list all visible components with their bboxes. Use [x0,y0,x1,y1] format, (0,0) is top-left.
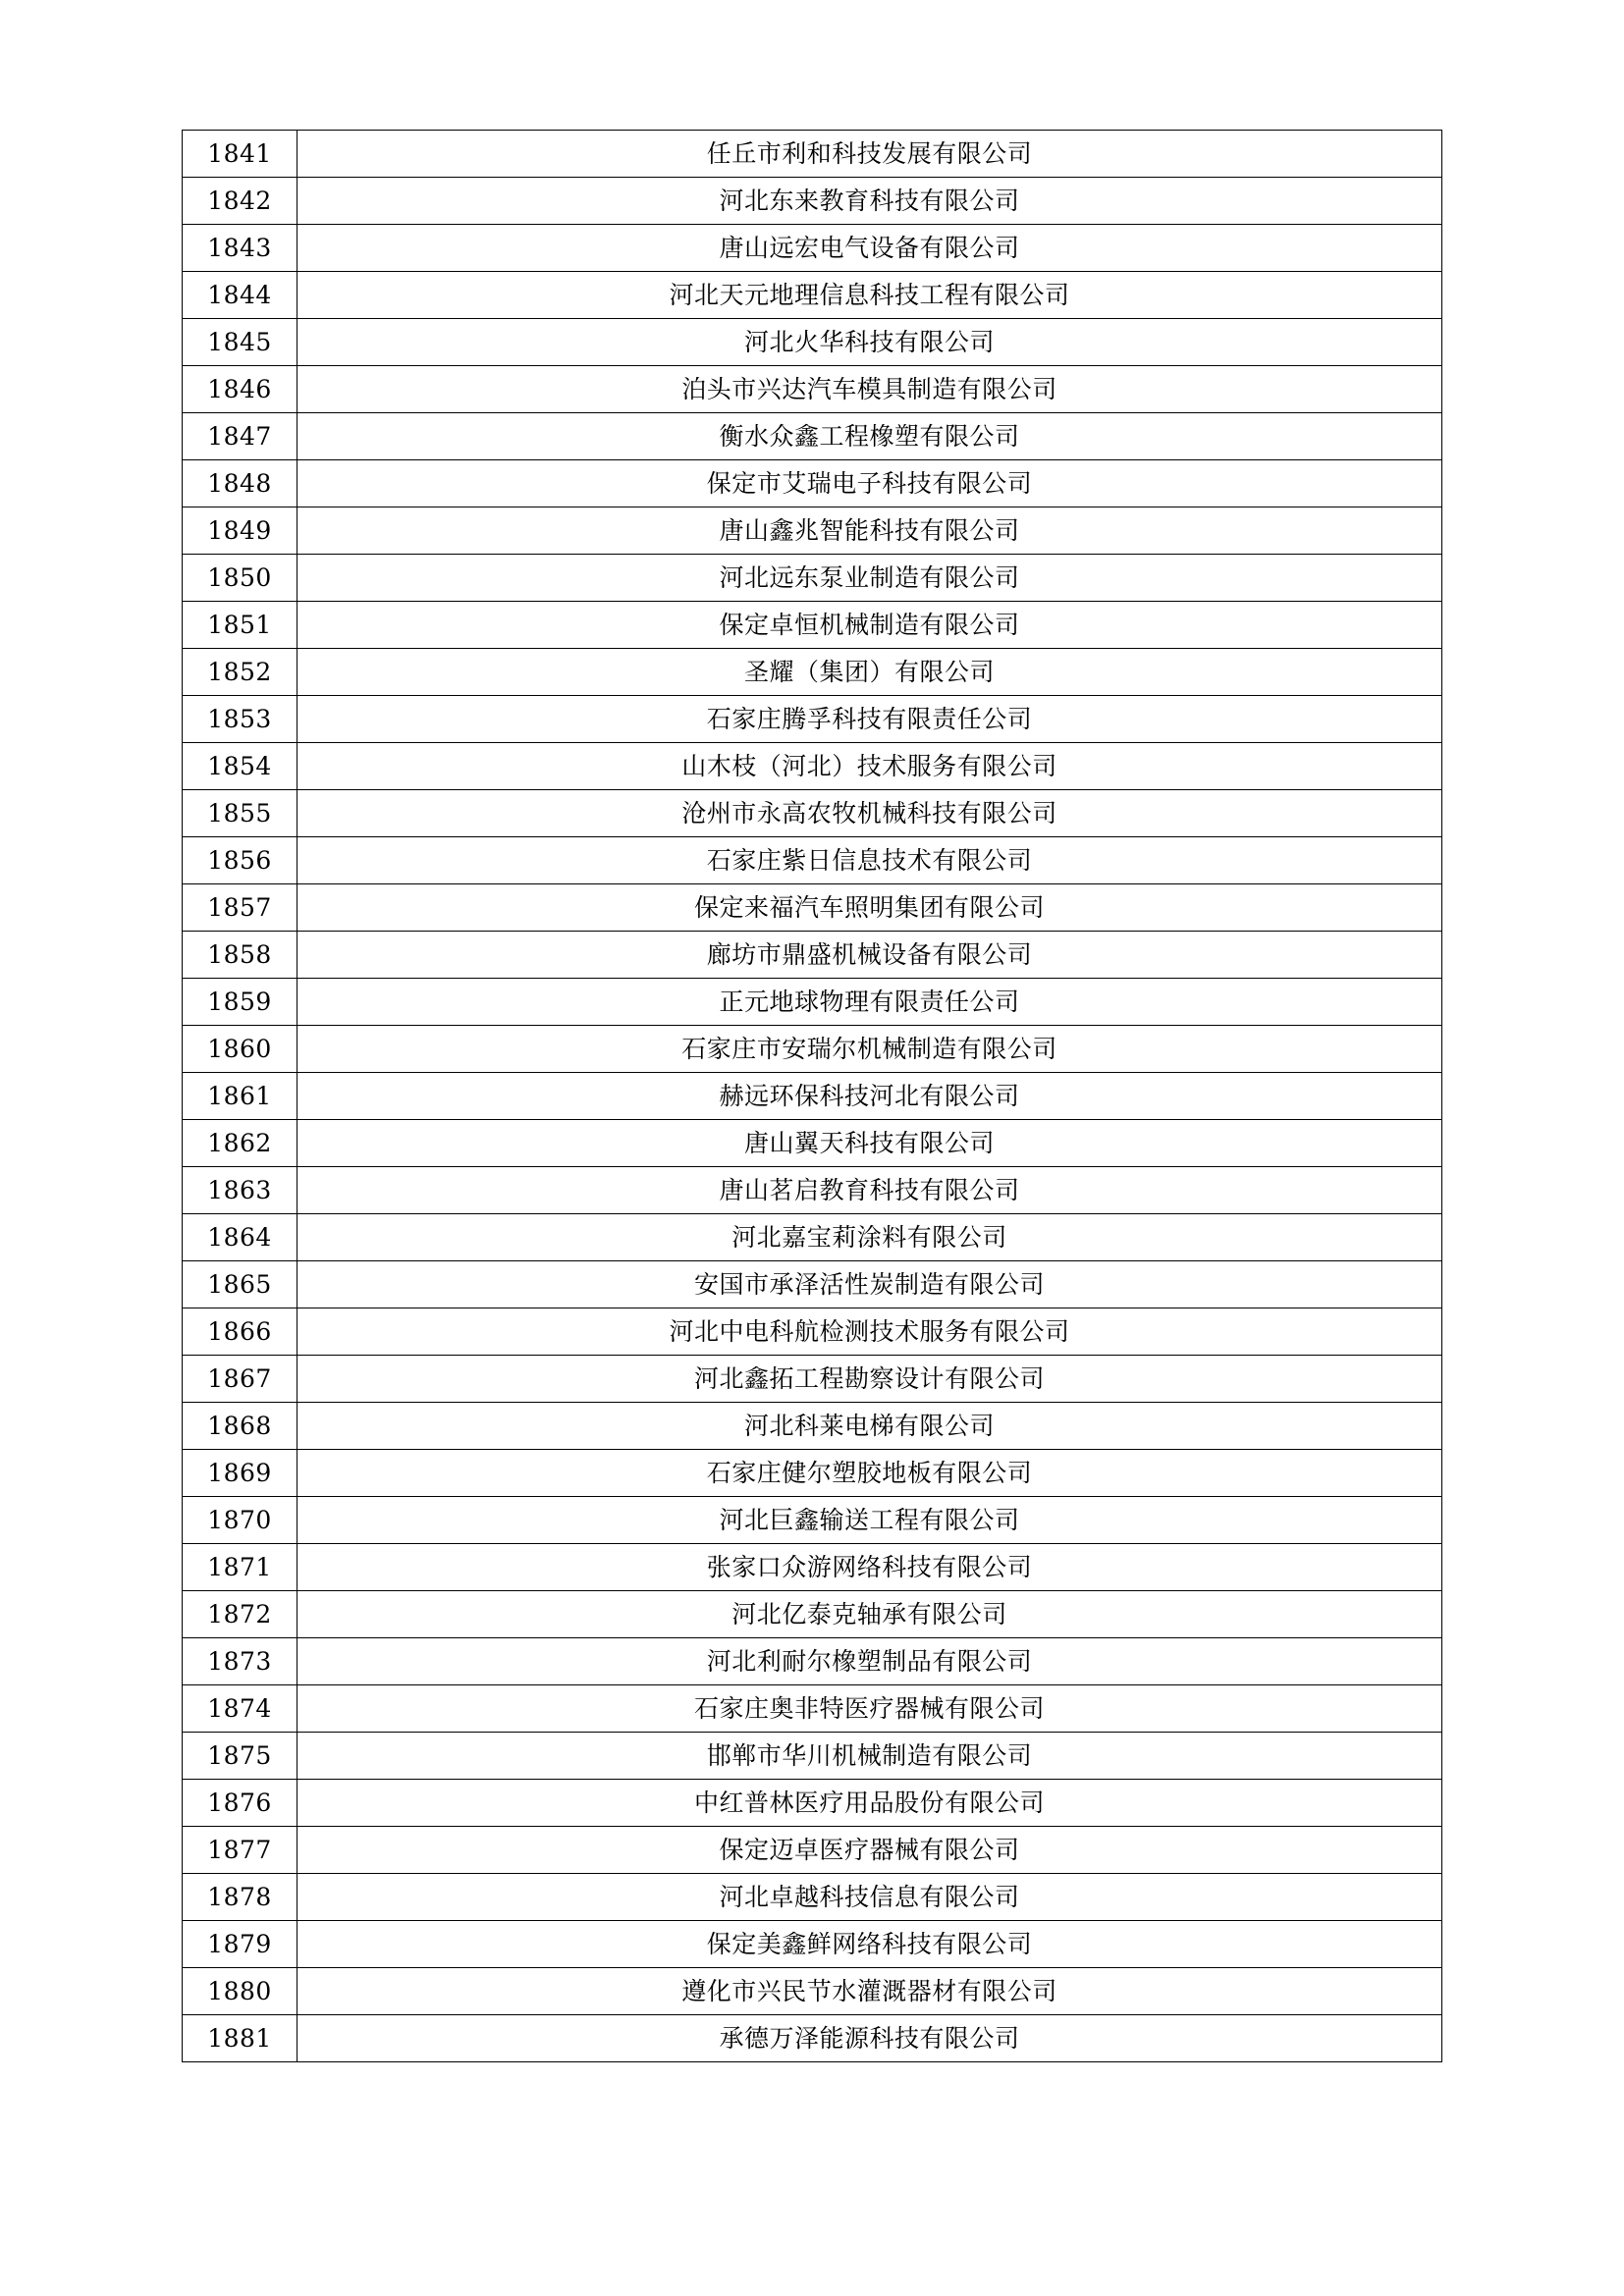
row-index: 1851 [183,602,298,649]
enterprise-name: 石家庄紫日信息技术有限公司 [298,837,1442,884]
enterprise-name: 石家庄市安瑞尔机械制造有限公司 [298,1026,1442,1073]
row-index: 1856 [183,837,298,884]
row-index: 1843 [183,225,298,272]
table-row [183,1544,1442,1591]
enterprise-listing-table [182,130,1442,2062]
row-index: 1858 [183,932,298,979]
enterprise-name: 河北嘉宝莉涂料有限公司 [298,1214,1442,1261]
enterprise-name: 唐山远宏电气设备有限公司 [298,225,1442,272]
enterprise-name: 河北巨鑫输送工程有限公司 [298,1497,1442,1544]
table-row [183,884,1442,932]
table-row [183,602,1442,649]
enterprise-name: 张家口众游网络科技有限公司 [298,1544,1442,1591]
enterprise-name: 沧州市永高农牧机械科技有限公司 [298,790,1442,837]
table-row [183,366,1442,413]
row-index: 1860 [183,1026,298,1073]
enterprise-name: 任丘市利和科技发展有限公司 [298,131,1442,178]
enterprise-name: 河北火华科技有限公司 [298,319,1442,366]
enterprise-name: 保定迈卓医疗器械有限公司 [298,1827,1442,1874]
row-index: 1871 [183,1544,298,1591]
enterprise-name: 承德万泽能源科技有限公司 [298,2015,1442,2062]
row-index: 1865 [183,1261,298,1308]
table-row [183,1308,1442,1356]
enterprise-name: 赫远环保科技河北有限公司 [298,1073,1442,1120]
enterprise-name: 保定市艾瑞电子科技有限公司 [298,460,1442,507]
row-index: 1881 [183,2015,298,2062]
enterprise-name: 保定美鑫鲜网络科技有限公司 [298,1921,1442,1968]
row-index: 1869 [183,1450,298,1497]
table-row [183,460,1442,507]
table-row [183,131,1442,178]
row-index: 1864 [183,1214,298,1261]
table-row [183,1073,1442,1120]
row-index: 1841 [183,131,298,178]
row-index: 1872 [183,1591,298,1638]
row-index: 1862 [183,1120,298,1167]
table-row [183,1356,1442,1403]
enterprise-name: 河北利耐尔橡塑制品有限公司 [298,1638,1442,1685]
enterprise-name: 衡水众鑫工程橡塑有限公司 [298,413,1442,460]
table-row [183,1120,1442,1167]
table-row [183,1026,1442,1073]
enterprise-name: 河北远东泵业制造有限公司 [298,555,1442,602]
table-row [183,837,1442,884]
table-row [183,649,1442,696]
row-index: 1848 [183,460,298,507]
row-index: 1879 [183,1921,298,1968]
row-index: 1874 [183,1685,298,1733]
row-index: 1844 [183,272,298,319]
row-index: 1855 [183,790,298,837]
row-index: 1846 [183,366,298,413]
table-row [183,225,1442,272]
table-row [183,1968,1442,2015]
row-index: 1854 [183,743,298,790]
table-row [183,790,1442,837]
enterprise-name: 河北鑫拓工程勘察设计有限公司 [298,1356,1442,1403]
enterprise-name: 石家庄奥非特医疗器械有限公司 [298,1685,1442,1733]
enterprise-name: 河北天元地理信息科技工程有限公司 [298,272,1442,319]
row-index: 1861 [183,1073,298,1120]
enterprise-name: 泊头市兴达汽车模具制造有限公司 [298,366,1442,413]
row-index: 1867 [183,1356,298,1403]
row-index: 1877 [183,1827,298,1874]
enterprise-name: 河北亿泰克轴承有限公司 [298,1591,1442,1638]
row-index: 1866 [183,1308,298,1356]
table-row [183,1591,1442,1638]
enterprise-name: 唐山茗启教育科技有限公司 [298,1167,1442,1214]
row-index: 1868 [183,1403,298,1450]
enterprise-name: 保定卓恒机械制造有限公司 [298,602,1442,649]
row-index: 1873 [183,1638,298,1685]
table-row [183,272,1442,319]
enterprise-name: 廊坊市鼎盛机械设备有限公司 [298,932,1442,979]
table-row [183,1403,1442,1450]
table-row [183,555,1442,602]
enterprise-name: 邯郸市华川机械制造有限公司 [298,1733,1442,1780]
table-row [183,1733,1442,1780]
table-row [183,1780,1442,1827]
table-row [183,2015,1442,2062]
table-row [183,1214,1442,1261]
table-row [183,319,1442,366]
enterprise-name: 遵化市兴民节水灌溉器材有限公司 [298,1968,1442,2015]
table-row [183,932,1442,979]
enterprise-name: 山木枝（河北）技术服务有限公司 [298,743,1442,790]
enterprise-name: 圣耀（集团）有限公司 [298,649,1442,696]
row-index: 1850 [183,555,298,602]
table-row [183,696,1442,743]
table-row [183,1874,1442,1921]
row-index: 1870 [183,1497,298,1544]
enterprise-name: 唐山鑫兆智能科技有限公司 [298,507,1442,555]
table-row [183,1921,1442,1968]
enterprise-name: 河北中电科航检测技术服务有限公司 [298,1308,1442,1356]
enterprise-name: 河北科莱电梯有限公司 [298,1403,1442,1450]
enterprise-name: 安国市承泽活性炭制造有限公司 [298,1261,1442,1308]
enterprise-name: 中红普林医疗用品股份有限公司 [298,1780,1442,1827]
row-index: 1852 [183,649,298,696]
table-row [183,979,1442,1026]
row-index: 1842 [183,178,298,225]
enterprise-name: 河北卓越科技信息有限公司 [298,1874,1442,1921]
table-row [183,1638,1442,1685]
enterprise-name: 河北东来教育科技有限公司 [298,178,1442,225]
table-row [183,178,1442,225]
enterprise-name: 唐山翼天科技有限公司 [298,1120,1442,1167]
table-row [183,1167,1442,1214]
table-row [183,413,1442,460]
enterprise-name: 石家庄健尔塑胶地板有限公司 [298,1450,1442,1497]
row-index: 1876 [183,1780,298,1827]
row-index: 1863 [183,1167,298,1214]
enterprise-name: 保定来福汽车照明集团有限公司 [298,884,1442,932]
table-body [183,131,1442,2062]
table-row [183,1497,1442,1544]
row-index: 1849 [183,507,298,555]
row-index: 1857 [183,884,298,932]
row-index: 1845 [183,319,298,366]
enterprise-name: 正元地球物理有限责任公司 [298,979,1442,1026]
row-index: 1847 [183,413,298,460]
row-index: 1853 [183,696,298,743]
enterprise-name: 石家庄腾孚科技有限责任公司 [298,696,1442,743]
row-index: 1875 [183,1733,298,1780]
table-row [183,1261,1442,1308]
table-row [183,1450,1442,1497]
row-index: 1880 [183,1968,298,2015]
row-index: 1878 [183,1874,298,1921]
table-row [183,507,1442,555]
table-row [183,1827,1442,1874]
table-row [183,1685,1442,1733]
table-row [183,743,1442,790]
row-index: 1859 [183,979,298,1026]
